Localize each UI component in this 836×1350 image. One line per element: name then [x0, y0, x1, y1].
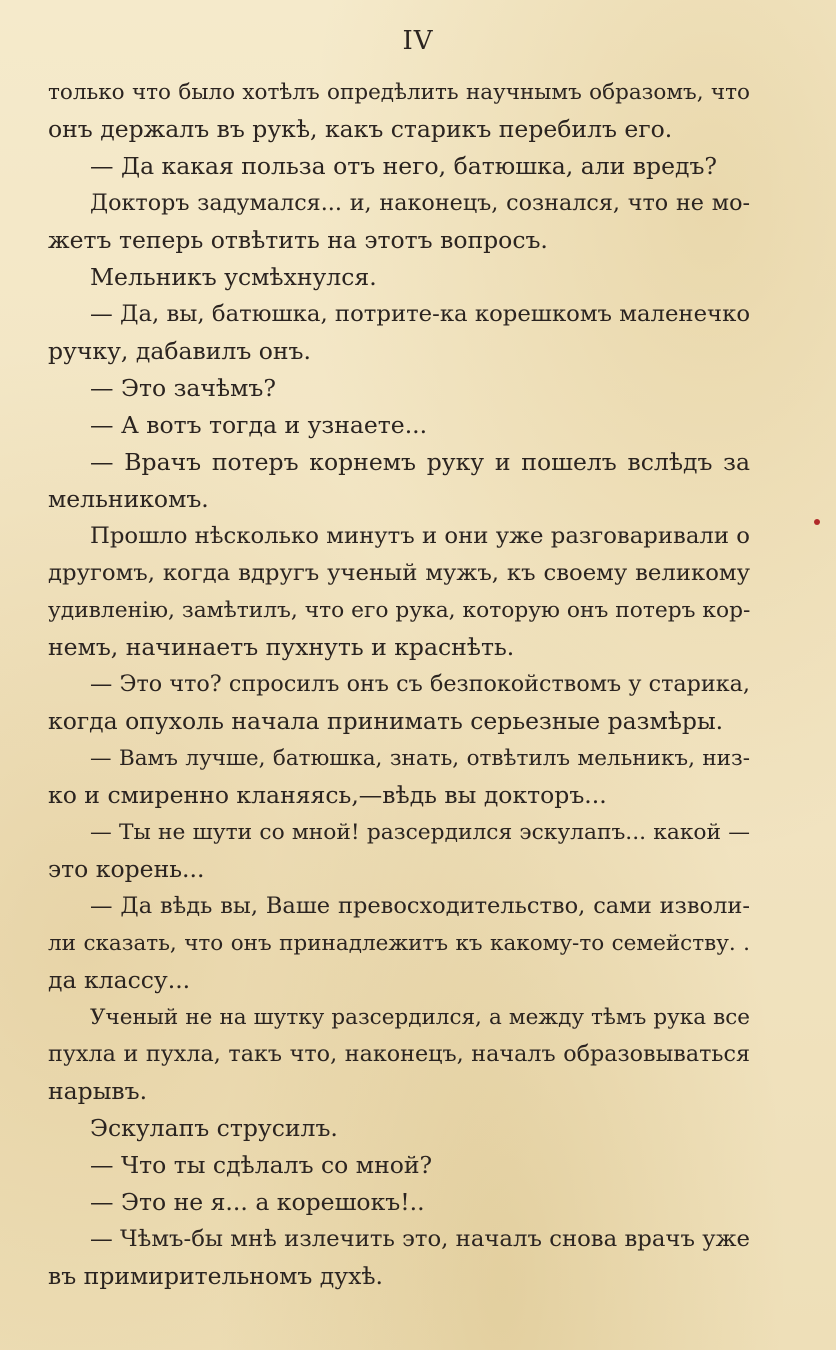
- text-line: — Это что? спросилъ онъ съ безпокойствомъ у старика,: [90, 671, 750, 697]
- text-line: это корень...: [48, 855, 205, 883]
- text-line: когда опухоль начала принимать серьезные размѣры.: [48, 707, 724, 735]
- text-line: жетъ теперь отвѣтить на этотъ вопросъ.: [48, 226, 548, 254]
- text-line: нарывъ.: [48, 1077, 148, 1105]
- text-line: въ примирительномъ духѣ.: [48, 1262, 384, 1290]
- text-line: — Да какая польза отъ него, батюшка, али вредъ?: [90, 152, 717, 180]
- text-line: — Это зачѣмъ?: [90, 374, 276, 402]
- text-line: немъ, начинаетъ пухнуть и краснѣть.: [48, 633, 515, 661]
- text-line: Докторъ задумался... и, наконецъ, сознался, что не мо-: [90, 190, 750, 216]
- text-line: — Вамъ лучше, батюшка, знать, отвѣтилъ мельникъ, низ-: [90, 746, 750, 771]
- text-line: да классу...: [48, 966, 191, 994]
- text-line: другомъ, когда вдругъ ученый мужъ, къ своему великому: [48, 560, 750, 586]
- text-line: — Что ты сдѣлалъ со мной?: [90, 1151, 433, 1179]
- text-line: мельникомъ.: [48, 485, 209, 513]
- text-line: Ученый не на шутку разсердился, а между тѣмъ рука все: [90, 1005, 750, 1030]
- text-line: — А вотъ тогда и узнаете...: [90, 411, 428, 439]
- text-line: онъ держалъ въ рукѣ, какъ старикъ перебилъ его.: [48, 115, 673, 143]
- text-line: Эскулапъ струсилъ.: [90, 1114, 338, 1142]
- text-line: Прошло нѣсколько минутъ и они уже разговаривали о: [90, 523, 750, 549]
- text-line: удивленію, замѣтилъ, что его рука, которую онъ потеръ кор-: [48, 598, 751, 623]
- text-line: только что было хотѣлъ опредѣлить научнымъ образомъ, что: [48, 80, 750, 105]
- ink-spot: [814, 519, 820, 525]
- text-line: ко и смиренно кланяясь,—вѣдь вы докторъ...: [48, 781, 607, 809]
- text-line: — Это не я... а корешокъ!..: [90, 1188, 425, 1216]
- text-line: пухла и пухла, такъ что, наконецъ, началъ образовываться: [48, 1041, 750, 1067]
- text-line: ручку, дабавилъ онъ.: [48, 337, 311, 365]
- text-line: — Чѣмъ-бы мнѣ излечить это, началъ снова врачъ уже: [90, 1226, 750, 1252]
- page-number: IV: [402, 26, 434, 56]
- text-line: — Ты не шути со мной! разсердился эскулапъ... какой —: [90, 820, 750, 845]
- text-line: ли сказать, что онъ принадлежитъ къ какому-то семейству. .: [48, 931, 750, 956]
- text-line: — Да, вы, батюшка, потрите-ка корешкомъ маленечко: [90, 301, 751, 327]
- text-line: — Да вѣдь вы, Ваше превосходительство, сами изволи-: [90, 893, 750, 919]
- text-line: Мельникъ усмѣхнулся.: [90, 263, 377, 291]
- page-text: [48, 74, 750, 1295]
- text-line: — Врачъ потеръ корнемъ руку и пошелъ вслѣдъ за: [90, 448, 750, 476]
